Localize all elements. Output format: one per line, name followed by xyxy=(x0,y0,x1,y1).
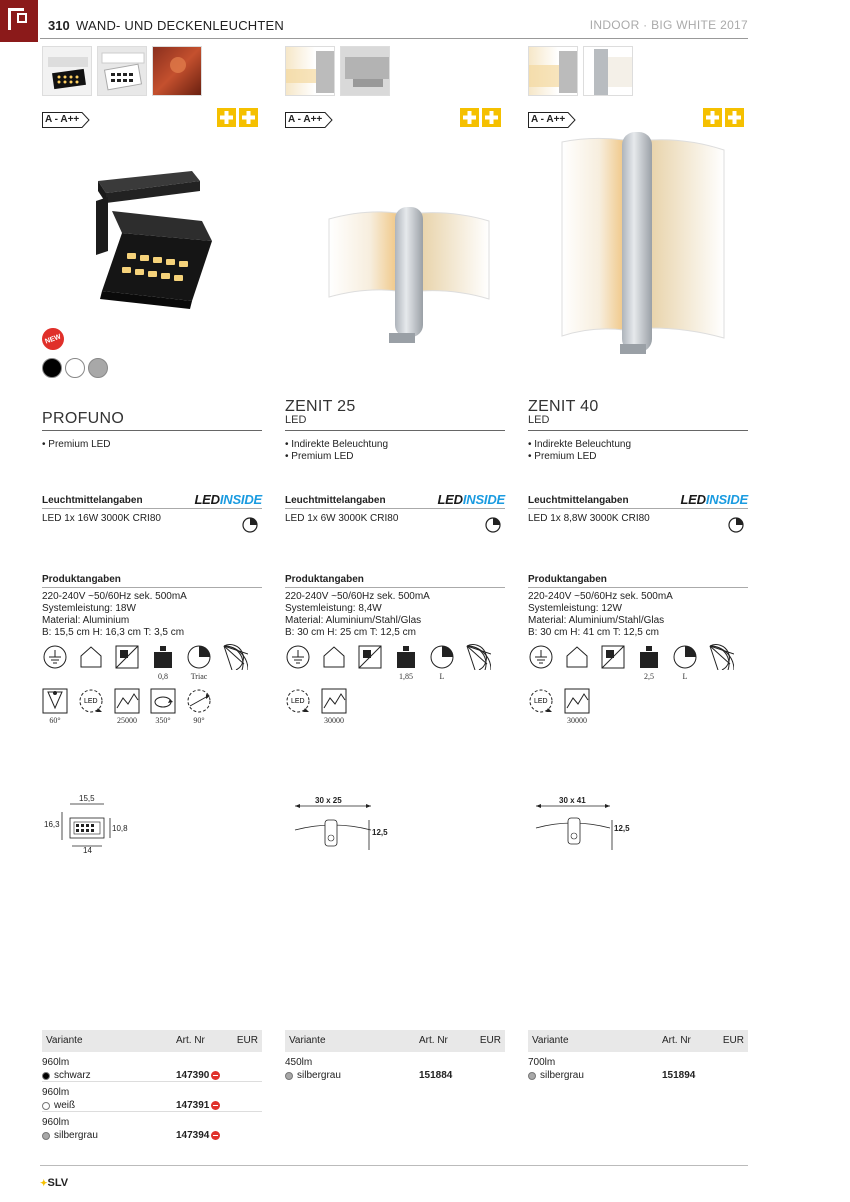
section-divider xyxy=(528,587,748,588)
product-column-profuno xyxy=(42,46,262,1156)
thumbnail-image[interactable] xyxy=(42,46,92,96)
mounting-icon xyxy=(114,644,140,670)
thumbnail-strip xyxy=(42,46,262,96)
name-divider xyxy=(42,430,262,431)
color-dot xyxy=(42,1132,50,1140)
swatch-black[interactable] xyxy=(42,358,62,378)
led-spec: LED 1x 6W 3000K CRI80 xyxy=(285,513,399,524)
svg-text:LED: LED xyxy=(84,698,98,705)
variant-row[interactable] xyxy=(42,1112,262,1142)
beam-label: 60° xyxy=(49,716,61,725)
detail-thumb-icon xyxy=(341,47,390,96)
brand-logo xyxy=(40,1177,68,1189)
col-variant: Variante xyxy=(289,1035,326,1046)
col-eur: EUR xyxy=(236,1035,258,1046)
color-dot xyxy=(285,1072,293,1080)
variant-row[interactable] xyxy=(285,1052,505,1082)
bonus-cross-icon xyxy=(239,108,258,127)
col-variant: Variante xyxy=(46,1035,83,1046)
dim-height: 16,3 xyxy=(44,820,60,829)
weight-icon xyxy=(393,644,419,681)
wall-thumb-icon xyxy=(529,47,578,96)
swatch-white[interactable] xyxy=(65,358,85,378)
product-spec xyxy=(285,591,430,639)
symbol-row xyxy=(285,644,491,681)
lamp-data-heading: Leuchtmittelangaben xyxy=(528,495,629,506)
feature-item: • Premium LED xyxy=(42,439,111,450)
protection-class-icon xyxy=(42,644,68,670)
spec-line: Systemleistung: 18W xyxy=(42,603,136,614)
lamp-data-heading: Leuchtmittelangaben xyxy=(285,495,386,506)
catalog-name: INDOOR · BIG WHITE 2017 xyxy=(589,18,748,32)
symbol-row xyxy=(528,644,734,681)
variant-table xyxy=(528,1030,748,1082)
footer-divider xyxy=(40,1165,748,1166)
weight-label: 0,8 xyxy=(158,672,168,681)
led-replace-icon xyxy=(285,688,311,714)
cylinder-thumb-icon xyxy=(584,47,633,96)
section-divider xyxy=(285,508,505,509)
lifetime-label: 30000 xyxy=(324,716,344,725)
weight-icon xyxy=(636,644,662,681)
page-title: WAND- UND DECKENLEUCHTEN xyxy=(76,18,284,33)
indoor-icon xyxy=(78,644,104,670)
led-inside-logo-inside: INSIDE xyxy=(705,492,748,507)
bonus-badges xyxy=(703,108,744,127)
section-divider xyxy=(285,587,505,588)
lifetime-icon xyxy=(114,688,140,725)
led-replace-icon xyxy=(528,688,554,714)
feature-list xyxy=(42,439,111,451)
col-eur: EUR xyxy=(479,1035,501,1046)
new-mini-icon xyxy=(211,1071,220,1080)
tilt-icon xyxy=(186,688,212,725)
bonus-badges xyxy=(217,108,258,127)
dim-depth: 12,5 xyxy=(614,824,630,833)
col-art-nr: Art. Nr xyxy=(662,1035,691,1046)
variant-color: silbergrau xyxy=(540,1070,584,1081)
spec-line: B: 30 cm H: 25 cm T: 12,5 cm xyxy=(285,627,416,638)
variant-lumen: 960lm xyxy=(42,1087,70,1098)
rotation-icon xyxy=(150,688,176,725)
variant-art-nr: 147391 xyxy=(176,1100,210,1111)
col-art-nr: Art. Nr xyxy=(176,1035,205,1046)
col-variant: Variante xyxy=(532,1035,569,1046)
spec-line: Systemleistung: 8,4W xyxy=(285,603,382,614)
rotation-label: 350° xyxy=(155,716,171,725)
dim-width: 15,5 xyxy=(79,794,95,803)
product-column-zenit25 xyxy=(285,46,505,1156)
spec-line: Material: Aluminium/Stahl/Glas xyxy=(285,615,422,626)
variant-table xyxy=(285,1030,505,1082)
thumbnail-strip xyxy=(528,46,748,96)
new-mini-icon xyxy=(211,1101,220,1110)
protection-class-icon xyxy=(528,644,554,670)
lifetime-label: 30000 xyxy=(567,716,587,725)
led-spec: LED 1x 16W 3000K CRI80 xyxy=(42,513,161,524)
indoor-icon xyxy=(321,644,347,670)
led-inside-logo-led: LED xyxy=(437,492,463,507)
thumbnail-image[interactable] xyxy=(583,46,633,96)
thumbnail-image[interactable] xyxy=(528,46,578,96)
variant-art-nr: 147390 xyxy=(176,1070,210,1081)
svg-text:LED: LED xyxy=(534,698,548,705)
brand-name: SLV xyxy=(47,1177,69,1189)
symbol-row xyxy=(285,688,347,725)
lifetime-label: 25000 xyxy=(117,716,137,725)
variant-row[interactable] xyxy=(42,1052,262,1082)
variant-lumen: 450lm xyxy=(285,1057,313,1068)
dimming-type-icon xyxy=(672,644,698,681)
product-data-heading: Produktangaben xyxy=(42,574,121,585)
product-subtitle: LED xyxy=(285,414,307,426)
product-name: ZENIT 40 xyxy=(528,398,599,415)
swatch-silvergrey[interactable] xyxy=(88,358,108,378)
led-inside-logo-inside: INSIDE xyxy=(219,492,262,507)
spot-thumb-icon xyxy=(43,47,92,96)
new-mini-icon xyxy=(211,1131,220,1140)
led-inside-logo-led: LED xyxy=(194,492,220,507)
new-badge: NEW xyxy=(39,325,67,353)
spec-line: Material: Aluminium/Stahl/Glas xyxy=(528,615,665,626)
bonus-cross-icon xyxy=(217,108,236,127)
lifetime-icon xyxy=(321,688,347,725)
led-inside-logo xyxy=(437,492,505,507)
page-number: 310 xyxy=(48,18,70,33)
tilt-label: 90° xyxy=(193,716,205,725)
bonus-cross-icon xyxy=(703,108,722,127)
thumbnail-image[interactable] xyxy=(97,46,147,96)
dimension-drawing xyxy=(528,794,748,864)
section-marker xyxy=(0,0,38,42)
variant-color: schwarz xyxy=(54,1070,91,1081)
variant-art-nr: 151884 xyxy=(419,1070,453,1081)
dimension-drawing xyxy=(42,794,262,864)
dim-width-height: 30 x 25 xyxy=(315,796,342,805)
product-data-heading: Produktangaben xyxy=(285,574,364,585)
variant-art-nr: 151894 xyxy=(662,1070,696,1081)
color-swatches xyxy=(42,358,108,378)
symbol-row xyxy=(42,688,212,725)
header-divider xyxy=(40,38,748,39)
variant-lumen: 960lm xyxy=(42,1057,70,1068)
variant-art-nr: 147394 xyxy=(176,1130,210,1141)
feature-item: • Premium LED xyxy=(528,451,597,462)
section-divider xyxy=(528,508,748,509)
spec-line: 220-240V ~50/60Hz sek. 500mA xyxy=(528,591,673,602)
weight-label: 2,5 xyxy=(644,672,654,681)
feature-list xyxy=(528,439,631,463)
bonus-badges xyxy=(460,108,501,127)
indoor-icon xyxy=(564,644,590,670)
beam-diagram-icon xyxy=(465,644,491,670)
section-divider xyxy=(42,587,262,588)
variant-table-header xyxy=(285,1030,505,1052)
variant-row[interactable] xyxy=(528,1052,748,1082)
lifetime-icon xyxy=(564,688,590,725)
dim-width-height: 30 x 41 xyxy=(559,796,586,805)
led-inside-logo-led: LED xyxy=(680,492,706,507)
feature-item: • Premium LED xyxy=(285,451,354,462)
mounting-icon xyxy=(600,644,626,670)
spec-line: B: 15,5 cm H: 16,3 cm T: 3,5 cm xyxy=(42,627,185,638)
weight-icon xyxy=(150,644,176,681)
color-dot xyxy=(42,1072,50,1080)
variant-table xyxy=(42,1030,262,1142)
dimmable-icon xyxy=(242,517,258,533)
feature-list xyxy=(285,439,388,463)
spot-white-thumb-icon xyxy=(98,47,147,96)
svg-text:LED: LED xyxy=(291,698,305,705)
dim-depth: 12,5 xyxy=(372,828,388,837)
dimension-drawing xyxy=(285,794,505,864)
ambient-thumb-icon xyxy=(153,47,202,96)
feature-item: • Indirekte Beleuchtung xyxy=(528,439,632,450)
dimming-type-icon xyxy=(186,644,212,681)
col-eur: EUR xyxy=(722,1035,744,1046)
led-inside-logo-inside: INSIDE xyxy=(462,492,505,507)
wall-thumb-icon xyxy=(286,47,335,96)
dimming-label: Triac xyxy=(190,672,208,681)
thumbnail-strip xyxy=(285,46,505,96)
symbol-row xyxy=(528,688,590,725)
dimming-label: L xyxy=(682,672,688,681)
dimmable-icon xyxy=(485,517,501,533)
variant-table-header xyxy=(42,1030,262,1052)
beam-diagram-icon xyxy=(708,644,734,670)
dim-depth: 10,8 xyxy=(112,824,128,833)
variant-table-header xyxy=(528,1030,748,1052)
variant-lumen: 700lm xyxy=(528,1057,556,1068)
dim-base: 14 xyxy=(83,846,92,855)
product-name: ZENIT 25 xyxy=(285,398,356,415)
variant-color: silbergrau xyxy=(54,1130,98,1141)
energy-class-label: A - A++ xyxy=(531,114,566,125)
beam-angle-icon xyxy=(42,688,68,725)
name-divider xyxy=(285,430,505,431)
spec-line: 220-240V ~50/60Hz sek. 500mA xyxy=(42,591,187,602)
brand-star-icon: ✦ xyxy=(40,1178,48,1188)
bonus-cross-icon xyxy=(460,108,479,127)
variant-row[interactable] xyxy=(42,1082,262,1112)
dimmable-icon xyxy=(728,517,744,533)
thumbnail-image[interactable] xyxy=(340,46,390,96)
lamp-icon xyxy=(6,6,30,32)
product-spec xyxy=(42,591,187,639)
spec-line: B: 30 cm H: 41 cm T: 12,5 cm xyxy=(528,627,659,638)
variant-color: silbergrau xyxy=(297,1070,341,1081)
color-dot xyxy=(528,1072,536,1080)
color-dot xyxy=(42,1102,50,1110)
beam-diagram-icon xyxy=(222,644,248,670)
product-spec xyxy=(528,591,673,639)
product-name: PROFUNO xyxy=(42,410,125,427)
thumbnail-image[interactable] xyxy=(285,46,335,96)
col-art-nr: Art. Nr xyxy=(419,1035,448,1046)
led-inside-logo xyxy=(194,492,262,507)
energy-class-label: A - A++ xyxy=(288,114,323,125)
product-image-zenit25 xyxy=(285,141,505,381)
weight-label: 1,85 xyxy=(399,672,413,681)
product-data-heading: Produktangaben xyxy=(528,574,607,585)
product-column-zenit40 xyxy=(528,46,748,1156)
spec-line: Systemleistung: 12W xyxy=(528,603,622,614)
product-image-zenit40 xyxy=(528,130,748,360)
bonus-cross-icon xyxy=(725,108,744,127)
thumbnail-image[interactable] xyxy=(152,46,202,96)
feature-item: • Indirekte Beleuchtung xyxy=(285,439,389,450)
protection-class-icon xyxy=(285,644,311,670)
spec-line: Material: Aluminium xyxy=(42,615,130,626)
variant-lumen: 960lm xyxy=(42,1117,70,1128)
led-inside-logo xyxy=(680,492,748,507)
symbol-row xyxy=(42,644,248,681)
section-divider xyxy=(42,508,262,509)
product-subtitle: LED xyxy=(528,414,550,426)
energy-class-label: A - A++ xyxy=(45,114,80,125)
dimming-label: L xyxy=(439,672,445,681)
led-spec: LED 1x 8,8W 3000K CRI80 xyxy=(528,513,650,524)
led-replace-icon xyxy=(78,688,104,714)
variant-color: weiß xyxy=(54,1100,76,1111)
dimming-type-icon xyxy=(429,644,455,681)
name-divider xyxy=(528,430,748,431)
mounting-icon xyxy=(357,644,383,670)
lamp-data-heading: Leuchtmittelangaben xyxy=(42,495,143,506)
spec-line: 220-240V ~50/60Hz sek. 500mA xyxy=(285,591,430,602)
product-image-profuno xyxy=(42,141,262,381)
bonus-cross-icon xyxy=(482,108,501,127)
